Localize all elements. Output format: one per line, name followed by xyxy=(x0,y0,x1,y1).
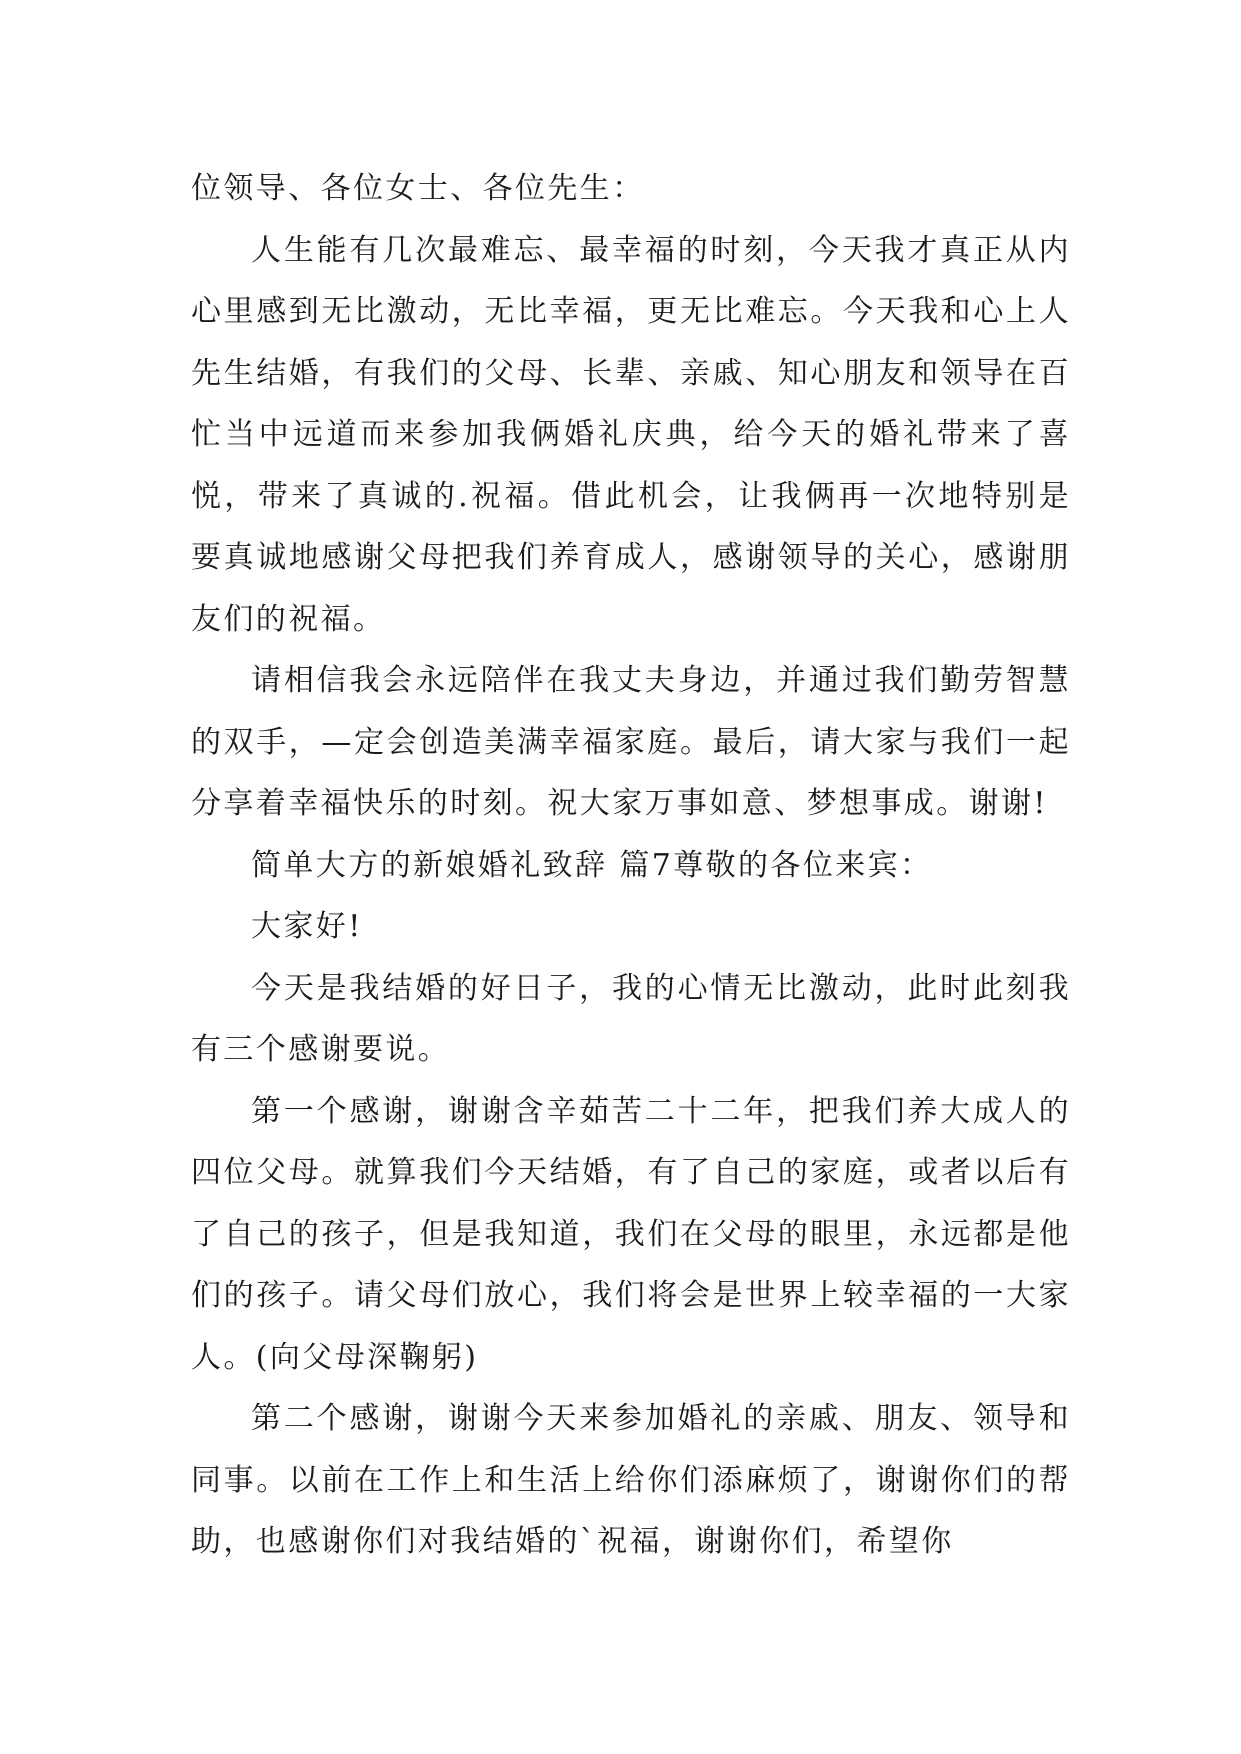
paragraph-intro: 今天是我结婚的好日子，我的心情无比激动，此时此刻我有三个感谢要说。 xyxy=(191,970,1071,1067)
paragraph-first-thanks: 第一个感谢，谢谢含辛茹苦二十二年，把我们养大成人的四位父母。就算我们今天结婚，有了自己的家庭，或者以后有了自己的孩子，但是我知道，我们在父母的眼里，永远都是他们的孩子。请父母们放心，我们将会是世界上较幸福的一大家人。(向父母深鞠躬) xyxy=(191,1093,1071,1375)
paragraph-second-thanks: 第二个感谢，谢谢今天来参加婚礼的亲戚、朋友、领导和同事。以前在工作上和生活上给你们添麻烦了，谢谢你们的帮助，也感谢你们对我结婚的`祝福，谢谢你们，希望你 xyxy=(191,1401,1071,1559)
paragraph-salutation: 位领导、各位女士、各位先生： xyxy=(191,171,645,206)
paragraph-greeting: 大家好! xyxy=(251,909,363,944)
paragraph-promise: 请相信我会永远陪伴在我丈夫身边，并通过我们勤劳智慧的双手，—定会创造美满幸福家庭。最后，请大家与我们一起分享着幸福快乐的时刻。祝大家万事如意、梦想事成。谢谢! xyxy=(191,663,1071,821)
paragraph-gratitude: 人生能有几次最难忘、最幸福的时刻，今天我才真正从内心里感到无比激动，无比幸福，更无比难忘。今天我和心上人先生结婚，有我们的父母、长辈、亲戚、知心朋友和领导在百忙当中远道而来参加我俩婚礼庆典，给今天的婚礼带来了喜悦，带来了真诚的.祝福。借此机会，让我俩再一次地特别是要真诚地感谢父母把我们养育成人，感谢领导的关心，感谢朋友们的祝福。 xyxy=(191,232,1071,637)
paragraph-section-heading: 简单大方的新娘婚礼致辞 篇7尊敬的各位来宾： xyxy=(251,847,933,883)
document-body xyxy=(191,158,1071,1573)
